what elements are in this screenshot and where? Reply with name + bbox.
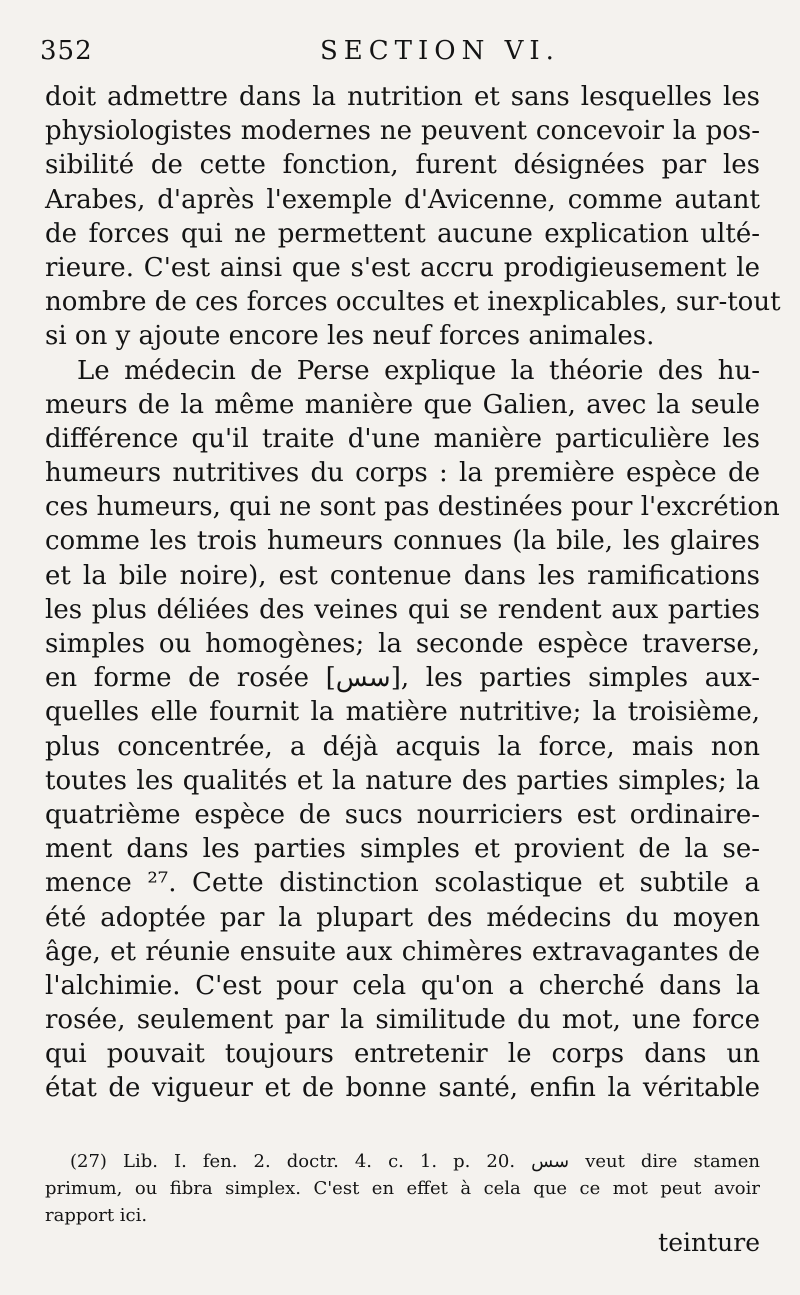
text-line: toutes les qualités et la nature des parties simples; la [45,765,760,796]
text-line: qui pouvait toujours entretenir le corps dans un [45,1039,760,1070]
text-line: état de vigueur et de bonne santé, enfin la véritable [45,1073,760,1104]
text-line: et la bile noire), est contenue dans les ramifications [45,560,760,591]
text-line: quatrième espèce de sucs nourriciers est ordinaire- [45,799,760,830]
catchword: teinture [658,1228,760,1257]
text-line: de forces qui ne permettent aucune explication ulté- [45,218,760,249]
text-line: différence qu'il traite d'une manière particulière les [45,423,760,454]
text-line: rosée, seulement par la similitude du mot, une force [45,1005,760,1036]
text-line: l'alchimie. C'est pour cela qu'on a cherché dans la [45,970,760,1001]
text-line: quelles elle fournit la matière nutritive; la troisième, [45,697,760,728]
text-line: Le médecin de Perse explique la théorie des hu- [77,355,760,386]
text-line: nombre de ces forces occultes et inexplicables, sur-tout [45,287,781,318]
text-line: comme les trois humeurs connues (la bile, les glaires [45,526,760,557]
text-line: humeurs nutritives du corps : la première espèce de [45,458,760,489]
text-line: rieure. C'est ainsi que s'est accru prodigieusement le [45,252,760,283]
text-line: ment dans les parties simples et provient de la se- [45,834,760,865]
text-line: ces humeurs, qui ne sont pas destinées pour l'excrétion [45,492,780,523]
text-line: été adoptée par la plupart des médecins du moyen [45,902,760,933]
text-line: en forme de rosée [سس], les parties simples aux- [45,663,760,694]
text-line: mence ²⁷. Cette distinction scolastique et subtile a [45,868,760,899]
text-line: meurs de la même manière que Galien, avec la seule [45,389,760,420]
body-text [45,80,781,1106]
text-line: âge, et réunie ensuite aux chimères extravagantes de [45,936,760,967]
page-number: 352 [40,36,93,66]
text-line: plus concentrée, a déjà acquis la force, mais non [45,731,760,762]
footnotes [45,1148,760,1229]
section-title: SECTION VI. [320,36,560,66]
footnote-line: (27) Lib. I. fen. 2. doctr. 4. c. 1. p. 20. سس veut dire stamen [70,1151,760,1172]
text-line: simples ou homogènes; la seconde espèce traverse, [45,629,760,659]
running-header [40,36,760,76]
text-line: physiologistes modernes ne peuvent concevoir la pos- [45,116,760,147]
text-line: sibilité de cette fonction, furent désignées par les [45,150,760,181]
footnote-line: primum, ou fibra simplex. C'est en effet à cela que ce mot peut avoir [45,1178,760,1199]
text-line: les plus déliées des veines qui se rendent aux parties [45,594,760,625]
footnote-line: rapport ici. [45,1205,148,1226]
text-line: Arabes, d'après l'exemple d'Avicenne, comme autant [45,184,760,215]
text-line: doit admettre dans la nutrition et sans lesquelles les [45,82,760,112]
text-line: si on y ajoute encore les neuf forces animales. [45,321,655,352]
